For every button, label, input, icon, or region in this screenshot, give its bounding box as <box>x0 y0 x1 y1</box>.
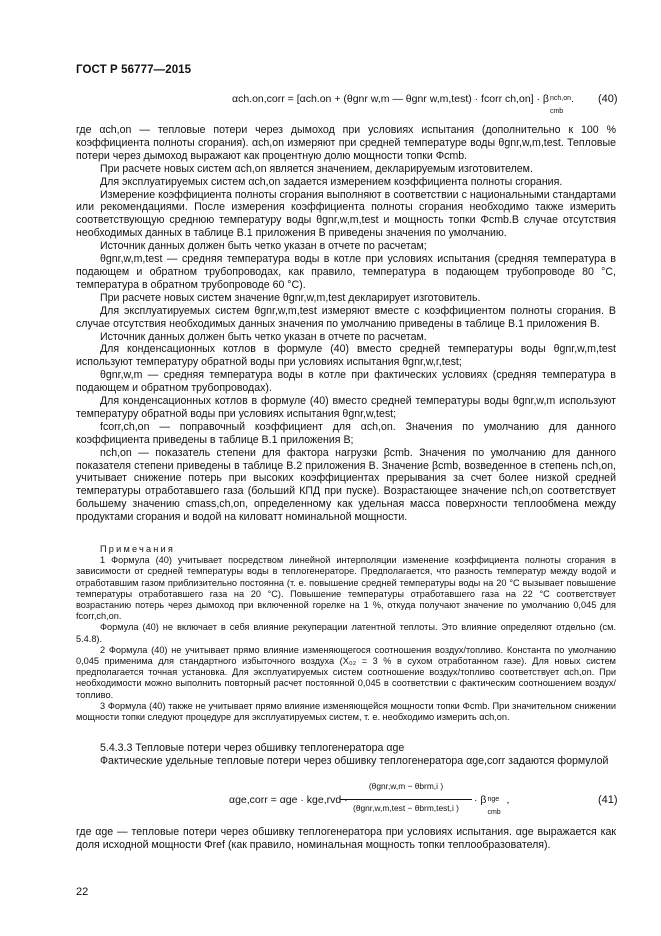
formula-41-beta <box>474 794 510 816</box>
body-text <box>76 124 616 524</box>
formula-41-end: , <box>506 794 510 806</box>
paragraph: где αch,on — тепловые потери через дымоход при условиях испытания (дополнительно к 100 % коэффициента полноты сгорания). αch,on измеряют при средней температуре воды θgnr,w,m,test. Тепловые потери через дымоход выражают как процентную долю мощности топки Φcmb. <box>76 124 616 162</box>
standard-header: ГОСТ Р 56777—2015 <box>76 64 192 76</box>
paragraph: Для конденсационных котлов в формуле (40) вместо средней температуры воды θgnr,w,m,test используют температуру обратной воды при условиях испытания θgnr,w,r,test; <box>76 343 616 369</box>
note-item: 3 Формула (40) также не учитывает прямо влияние изменяющейся мощности топки Φcmb. При значительном снижении мощности топки следуют процедуре для эксплуатируемых систем, т. е. необходимо измерить αch,on. <box>76 700 616 723</box>
formula-41-base: cmb <box>487 809 501 816</box>
formula-41-lhs: αge,corr = αge · kge,rvd · <box>229 794 348 806</box>
paragraph: Для эксплуатируемых систем θgnr,w,m,test измеряют вместе с коэффициентом полноты сгорания. В случае отсутствия необходимых данных значения по умолчанию приведены в таблице В.1 приложения В. <box>76 304 616 330</box>
formula-41-number: (41) <box>598 794 618 806</box>
formula-40-text: αch.on,corr = [αch.on + (θgnr w,m — θgnr w,m,test) · fcorr ch,on] · β <box>232 93 549 105</box>
formula-41-beta-symbol: · β <box>474 794 487 806</box>
section-intro: Фактические удельные тепловые потери через обшивку теплогенератора αge,corr задаются формулой <box>100 755 609 767</box>
paragraph: fcorr,ch,on — поправочный коэффициент для αch,on. Значения по умолчанию для данного коэффициента приведены в таблице В.1 приложения В; <box>76 420 616 446</box>
formula-40 <box>232 93 574 115</box>
notes-block <box>76 544 616 723</box>
paragraph: Источник данных должен быть четко указан в отчете по расчетам. <box>100 330 427 343</box>
closing-paragraph: где αge — тепловые потери через обшивку теплогенератора при условиях испытания. αge выражается как доля исходной мощности Φref (как правило, номинальная мощность топки теплообразователя). <box>76 826 616 851</box>
paragraph: nch,on — показатель степени для фактора нагрузки βcmb. Значения по умолчанию для данного показателя степени приведены в таблице В.2 приложения В. Значение βcmb, возведенное в степень nch,on, учитывает снижение потерь при высоких коэффициентах прерывания за счет более низкой средней температуры отработавшего газа (больший КПД при пуске). Возрастающее значение nch,on соответствует большему значению cmass,ch,on, определенному как удельная масса поверхности теплообмена между продуктами сгорания и водой на киловатт номинальной мощности. <box>76 446 616 524</box>
section-5-4-3-3 <box>76 742 616 768</box>
formula-40-exponent: nch,on <box>549 95 571 102</box>
paragraph: Источник данных должен быть четко указан в отчете по расчетам; <box>100 240 427 253</box>
note-item: 2 Формула (40) не учитывает прямо влияние изменяющегося соотношения воздух/топливо. Константа по умолчанию 0,045 применима для стандартного избыточного воздуха (Х₀₂ = 3 % в сухом отработанном газе). Для новых систем предполагается точная установка. Для эксплуатируемых систем соотношение воздух/топливо соответствует αch,on. При необходимости можно выполнить повторный расчет постоянной 0,045 в соответствии с фактическим соотношением воздух/топливо. <box>76 644 616 700</box>
formula-40-number: (40) <box>598 93 618 105</box>
closing-text <box>76 826 616 852</box>
notes-title: Примечания <box>100 544 176 554</box>
section-heading: 5.4.3.3 Тепловые потери через обшивку теплогенератора αge <box>100 742 405 754</box>
paragraph: θgnr,w,m — средняя температура воды в котле при фактических условиях (средняя температура в подающем и обратном трубопроводах). <box>76 369 616 395</box>
formula-40-end: . <box>570 93 574 105</box>
formula-41-exponent: nge <box>487 796 500 803</box>
formula-41-fraction-line <box>340 799 472 800</box>
formula-41-denominator: (θgnr,w,m,test − θbrm,test,i ) <box>353 803 459 813</box>
note-item: 1 Формула (40) учитывает посредством линейной интерполяции изменение коэффициента полноты сгорания в зависимости от средней температуры воды в теплогенераторе. Предполагается, что разность температур между водой и отработавшим газом приблизительно постоянна (т. е. повышение средней температуры воды на 20 °С вызывает повышение температуры отработавшего газа на 20 °С). Повышение температуры отработавшего газа на 22 °С соответствует возрастанию потерь через дымоход при включенной горелке на 1 %, откуда получают значение по умолчанию 0,045 для fcorr,ch,on. <box>76 555 616 622</box>
page-number: 22 <box>76 886 89 898</box>
note-item: Формула (40) не включает в себя влияние рекуперации латентной теплоты. Это влияние определяют отдельно (см. 5.4.8). <box>76 622 616 644</box>
paragraph: Для эксплуатируемых систем αch,on задается измерением коэффициента полноты сгорания. <box>100 175 563 188</box>
paragraph: θgnr,w,m,test — средняя температура воды в котле при условиях испытания (средняя температура в подающем и обратном трубопроводах, как правило, температура в подающем трубопроводе 80 °С, температура в обратном трубопроводе 60 °С). <box>76 253 616 291</box>
formula-41-numerator: (θgnr,w,m − θbrm,i ) <box>368 781 444 791</box>
paragraph: При расчете новых систем значение θgnr,w,m,test декларирует изготовитель. <box>100 291 481 304</box>
paragraph: При расчете новых систем αch,on является значением, декларируемым изготовителем. <box>100 162 533 175</box>
paragraph: Измерение коэффициента полноты сгорания выполняют в соответствии с национальными стандартами или рекомендациями. После измерения коэффициента полноты сгорания необходимо также измерить соответствующую среднюю температуру воды θgnr,w,m,test и мощность топки Φcmb.В случае отсутствия необходимых данных в таблице В.1 приложения В приведены значения по умолчанию. <box>76 188 616 240</box>
paragraph: Для конденсационных котлов в формуле (40) вместо средней температуры воды θgnr,w,m используют температуру обратной воды при условиях испытания θgnr,w,test; <box>76 395 616 420</box>
formula-40-base: cmb <box>549 108 564 115</box>
